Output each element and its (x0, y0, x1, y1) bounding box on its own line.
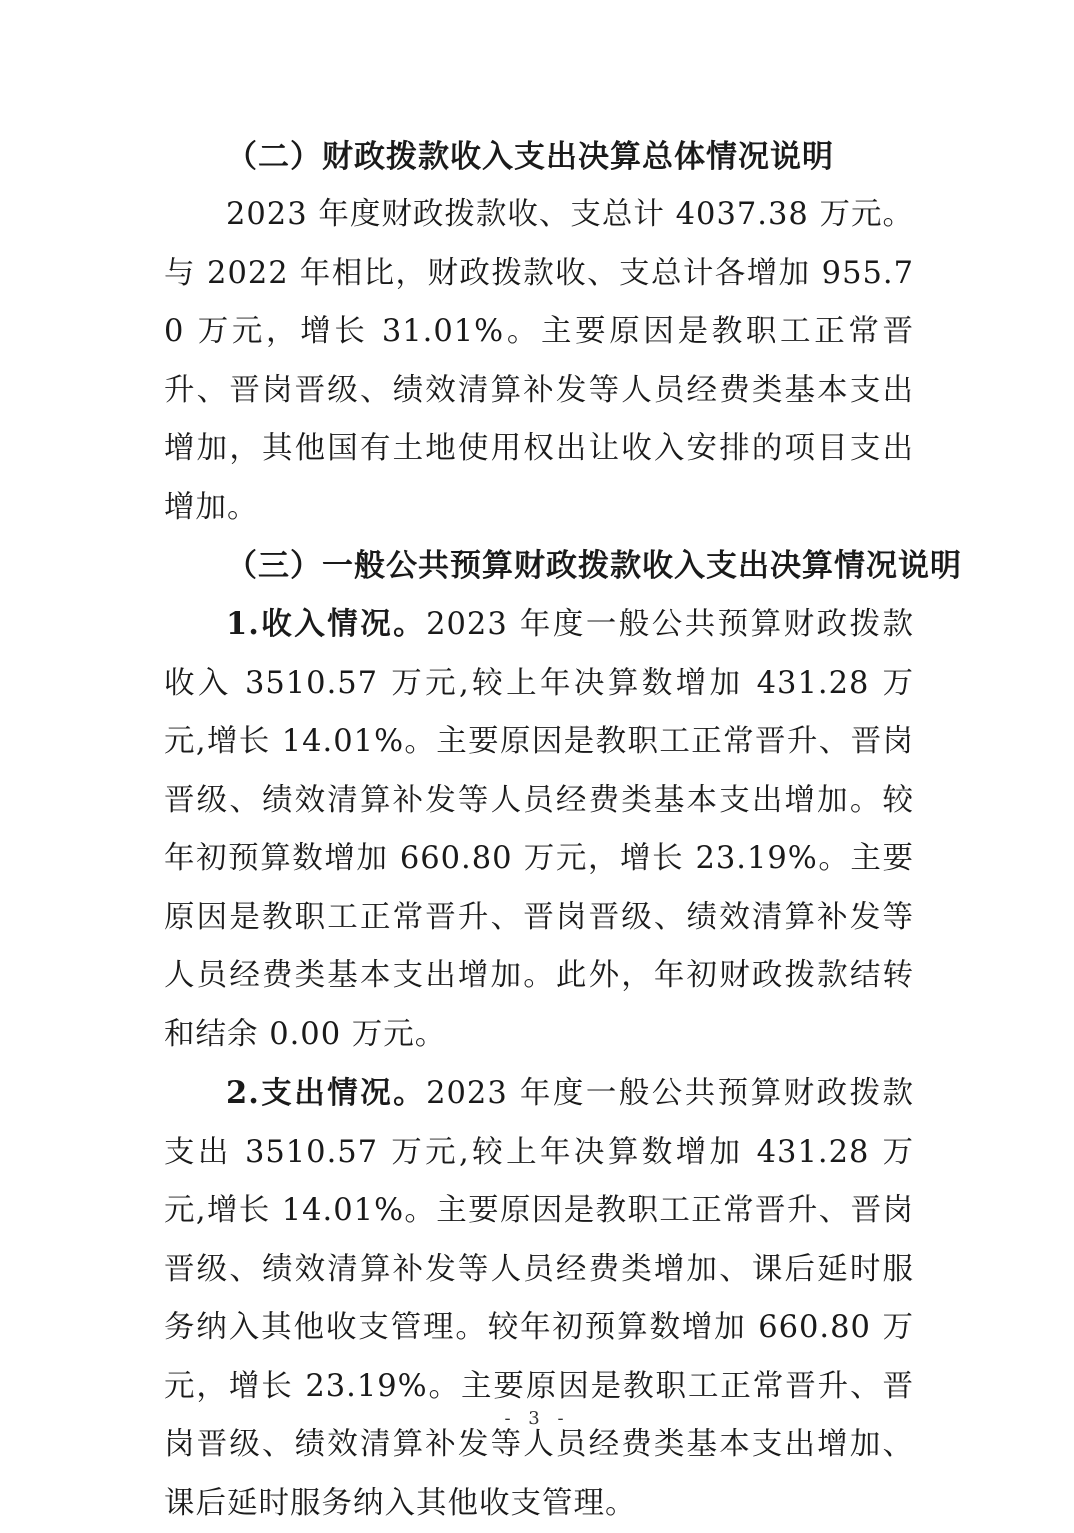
paragraph-expenditure (164, 1064, 914, 1533)
section-heading-general-budget: （三）一般公共预算财政拨款收入支出决算情况说明 (226, 548, 962, 584)
document-page (164, 128, 962, 1533)
paragraph-income-body: 2023 年度一般公共预算财政拨款收入 3510.57 万元,较上年决算数增加 431.28 万元,增长 14.01%。主要原因是教职工正常晋升、晋岗晋级、绩效清算补发等人员经费类基本支出增加。较年初预算数增加 660.80 万元，增长 23.19%。主要原因是教职工正常晋升、晋岗晋级、绩效清算补发等人员经费类基本支出增加。此外，年初财政拨款结转和结余 0.00 万元。 (164, 607, 914, 1052)
paragraph-expenditure-lead: 2.支出情况。 (226, 1075, 427, 1111)
section-heading-fiscal-overview: （二）财政拨款收入支出决算总体情况说明 (226, 139, 834, 175)
paragraph-income (164, 595, 914, 1064)
paragraph-fiscal-overview: 2023 年度财政拨款收、支总计 4037.38 万元。与 2022 年相比，财政拨款收、支总计各增加 955.70 万元，增长 31.01%。主要原因是教职工正常晋升、晋岗晋级、绩效清算补发等人员经费类基本支出增加，其他国有土地使用权出让收入安排的项目支出增加。 (164, 197, 914, 525)
page-number: - 3 - (504, 1408, 570, 1429)
paragraph-income-lead: 1.收入情况。 (226, 606, 427, 642)
paragraph-expenditure-body: 2023 年度一般公共预算财政拨款支出 3510.57 万元,较上年决算数增加 431.28 万元,增长 14.01%。主要原因是教职工正常晋升、晋岗晋级、绩效清算补发等人员经费类增加、课后延时服务纳入其他收支管理。较年初预算数增加 660.80 万元，增长 23.19%。主要原因是教职工正常晋升、晋岗晋级、绩效清算补发等人员经费类基本支出增加、课后延时服务纳入其他收支管理。 (164, 1076, 914, 1521)
